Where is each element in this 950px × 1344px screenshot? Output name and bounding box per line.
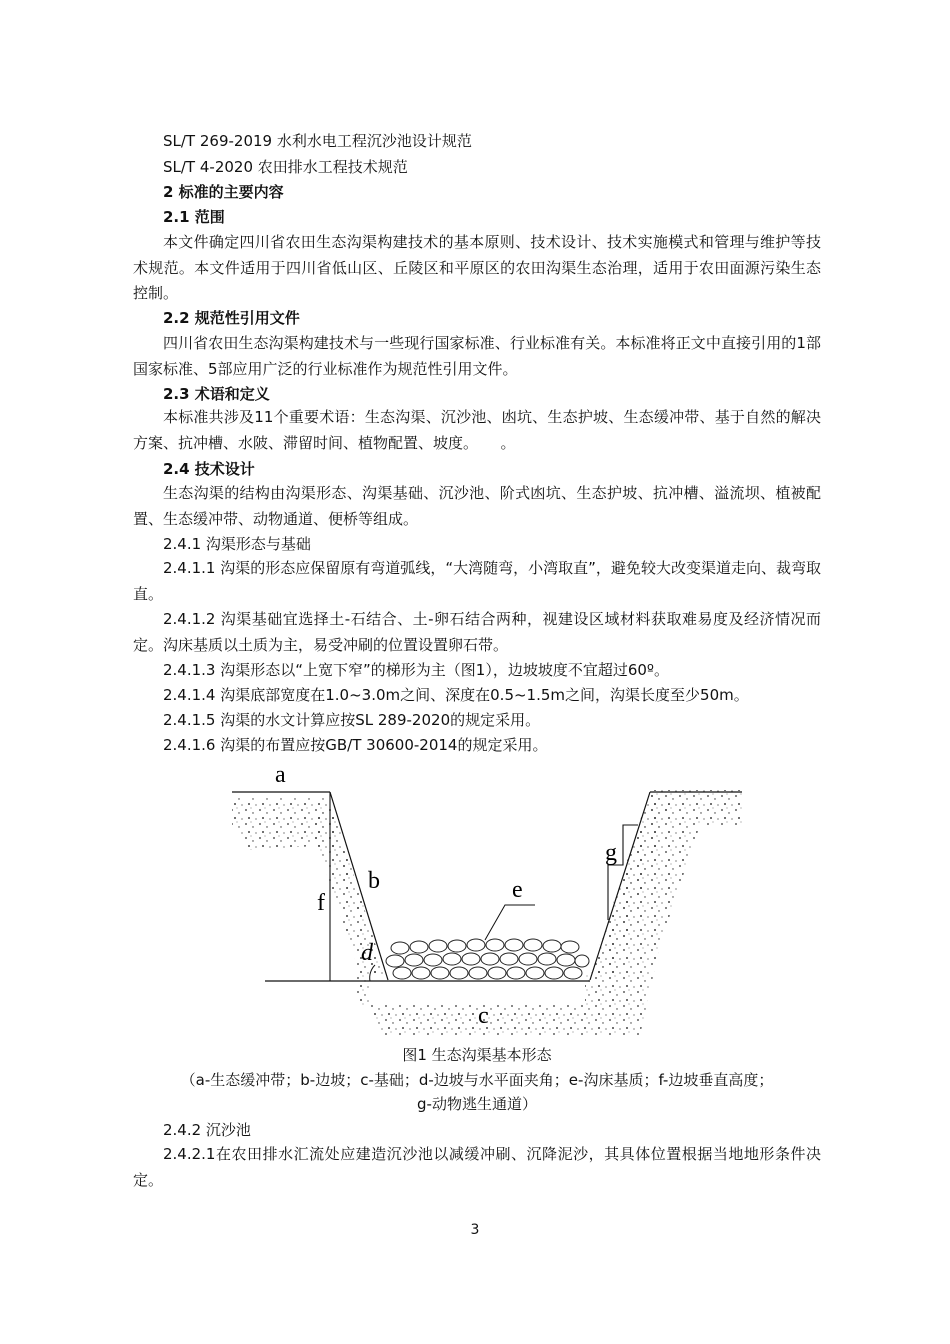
label-b: b [368, 868, 380, 894]
subsection-heading: 2.4.2 沉沙池 [163, 1121, 251, 1139]
label-c: c [478, 1003, 489, 1029]
label-e: e [512, 877, 523, 903]
section-heading: 2 标准的主要内容 [163, 183, 284, 201]
label-g: g [605, 840, 617, 866]
paragraph: 2.4.2.1在农田排水汇流处应建造沉沙池以减缓冲刷、沉降泥沙，其具体位置根据当地地形条件决定。 [133, 1145, 821, 1189]
paragraph: 本标准共涉及11个重要术语：生态沟渠、沉沙池、凼坑、生态护坡、生态缓冲带、基于自然的解决方案、抗冲槽、水陂、滞留时间、植物配置、坡度。 。 [133, 408, 821, 452]
paragraph: 本文件确定四川省农田生态沟渠构建技术的基本原则、技术设计、技术实施模式和管理与维护等技术规范。本文件适用于四川省低山区、丘陵区和平原区的农田沟渠生态治理，适用于农田面源污染生态控制。 [133, 233, 821, 302]
reference-line: SL/T 4-2020 农田排水工程技术规范 [163, 158, 408, 176]
paragraph: 2.4.1.1 沟渠的形态应保留原有弯道弧线，“大湾随弯，小湾取直”，避免较大改变渠道走向、裁弯取直。 [133, 559, 821, 603]
figure-legend: g-动物逃生通道） [417, 1095, 537, 1113]
paragraph: 2.4.1.2 沟渠基础宜选择土-石结合、土-卵石结合两种，视建设区域材料获取难易度及经济情况而定。沟床基质以土质为主，易受冲刷的位置设置卵石带。 [133, 610, 821, 654]
section-heading: 2.3 术语和定义 [163, 385, 270, 403]
paragraph: 2.4.1.5 沟渠的水文计算应按SL 289-2020的规定采用。 [163, 711, 541, 729]
label-f: f [317, 890, 325, 916]
ditch-cross-section-figure [230, 765, 745, 1045]
subsection-heading: 2.4.1 沟渠形态与基础 [163, 535, 311, 553]
section-heading: 2.4 技术设计 [163, 460, 255, 478]
page-number: 3 [470, 1222, 480, 1238]
figure-legend: （a-生态缓冲带；b-边坡；c-基础；d-边坡与水平面夹角；e-沟床基质；f-边坡垂直高度； [180, 1071, 774, 1089]
figure-caption: 图1 生态沟渠基本形态 [402, 1046, 552, 1064]
label-d: d [361, 940, 373, 966]
section-heading: 2.2 规范性引用文件 [163, 309, 300, 327]
paragraph: 2.4.1.6 沟渠的布置应按GB/T 30600-2014的规定采用。 [163, 736, 548, 754]
label-a: a [275, 765, 286, 788]
reference-line: SL/T 269-2019 水利水电工程沉沙池设计规范 [163, 132, 472, 150]
paragraph: 2.4.1.3 沟渠形态以“上宽下窄”的梯形为主（图1），边坡坡度不宜超过60º。 [163, 661, 669, 679]
paragraph: 生态沟渠的结构由沟渠形态、沟渠基础、沉沙池、阶式凼坑、生态护坡、抗冲槽、溢流坝、植被配置、生态缓冲带、动物通道、便桥等组成。 [133, 484, 821, 528]
section-heading: 2.1 范围 [163, 208, 225, 226]
paragraph: 四川省农田生态沟渠构建技术与一些现行国家标准、行业标准有关。本标准将正文中直接引用的1部国家标准、5部应用广泛的行业标准作为规范性引用文件。 [133, 334, 821, 378]
paragraph: 2.4.1.4 沟渠底部宽度在1.0~3.0m之间、深度在0.5~1.5m之间，沟渠长度至少50m。 [163, 686, 749, 704]
